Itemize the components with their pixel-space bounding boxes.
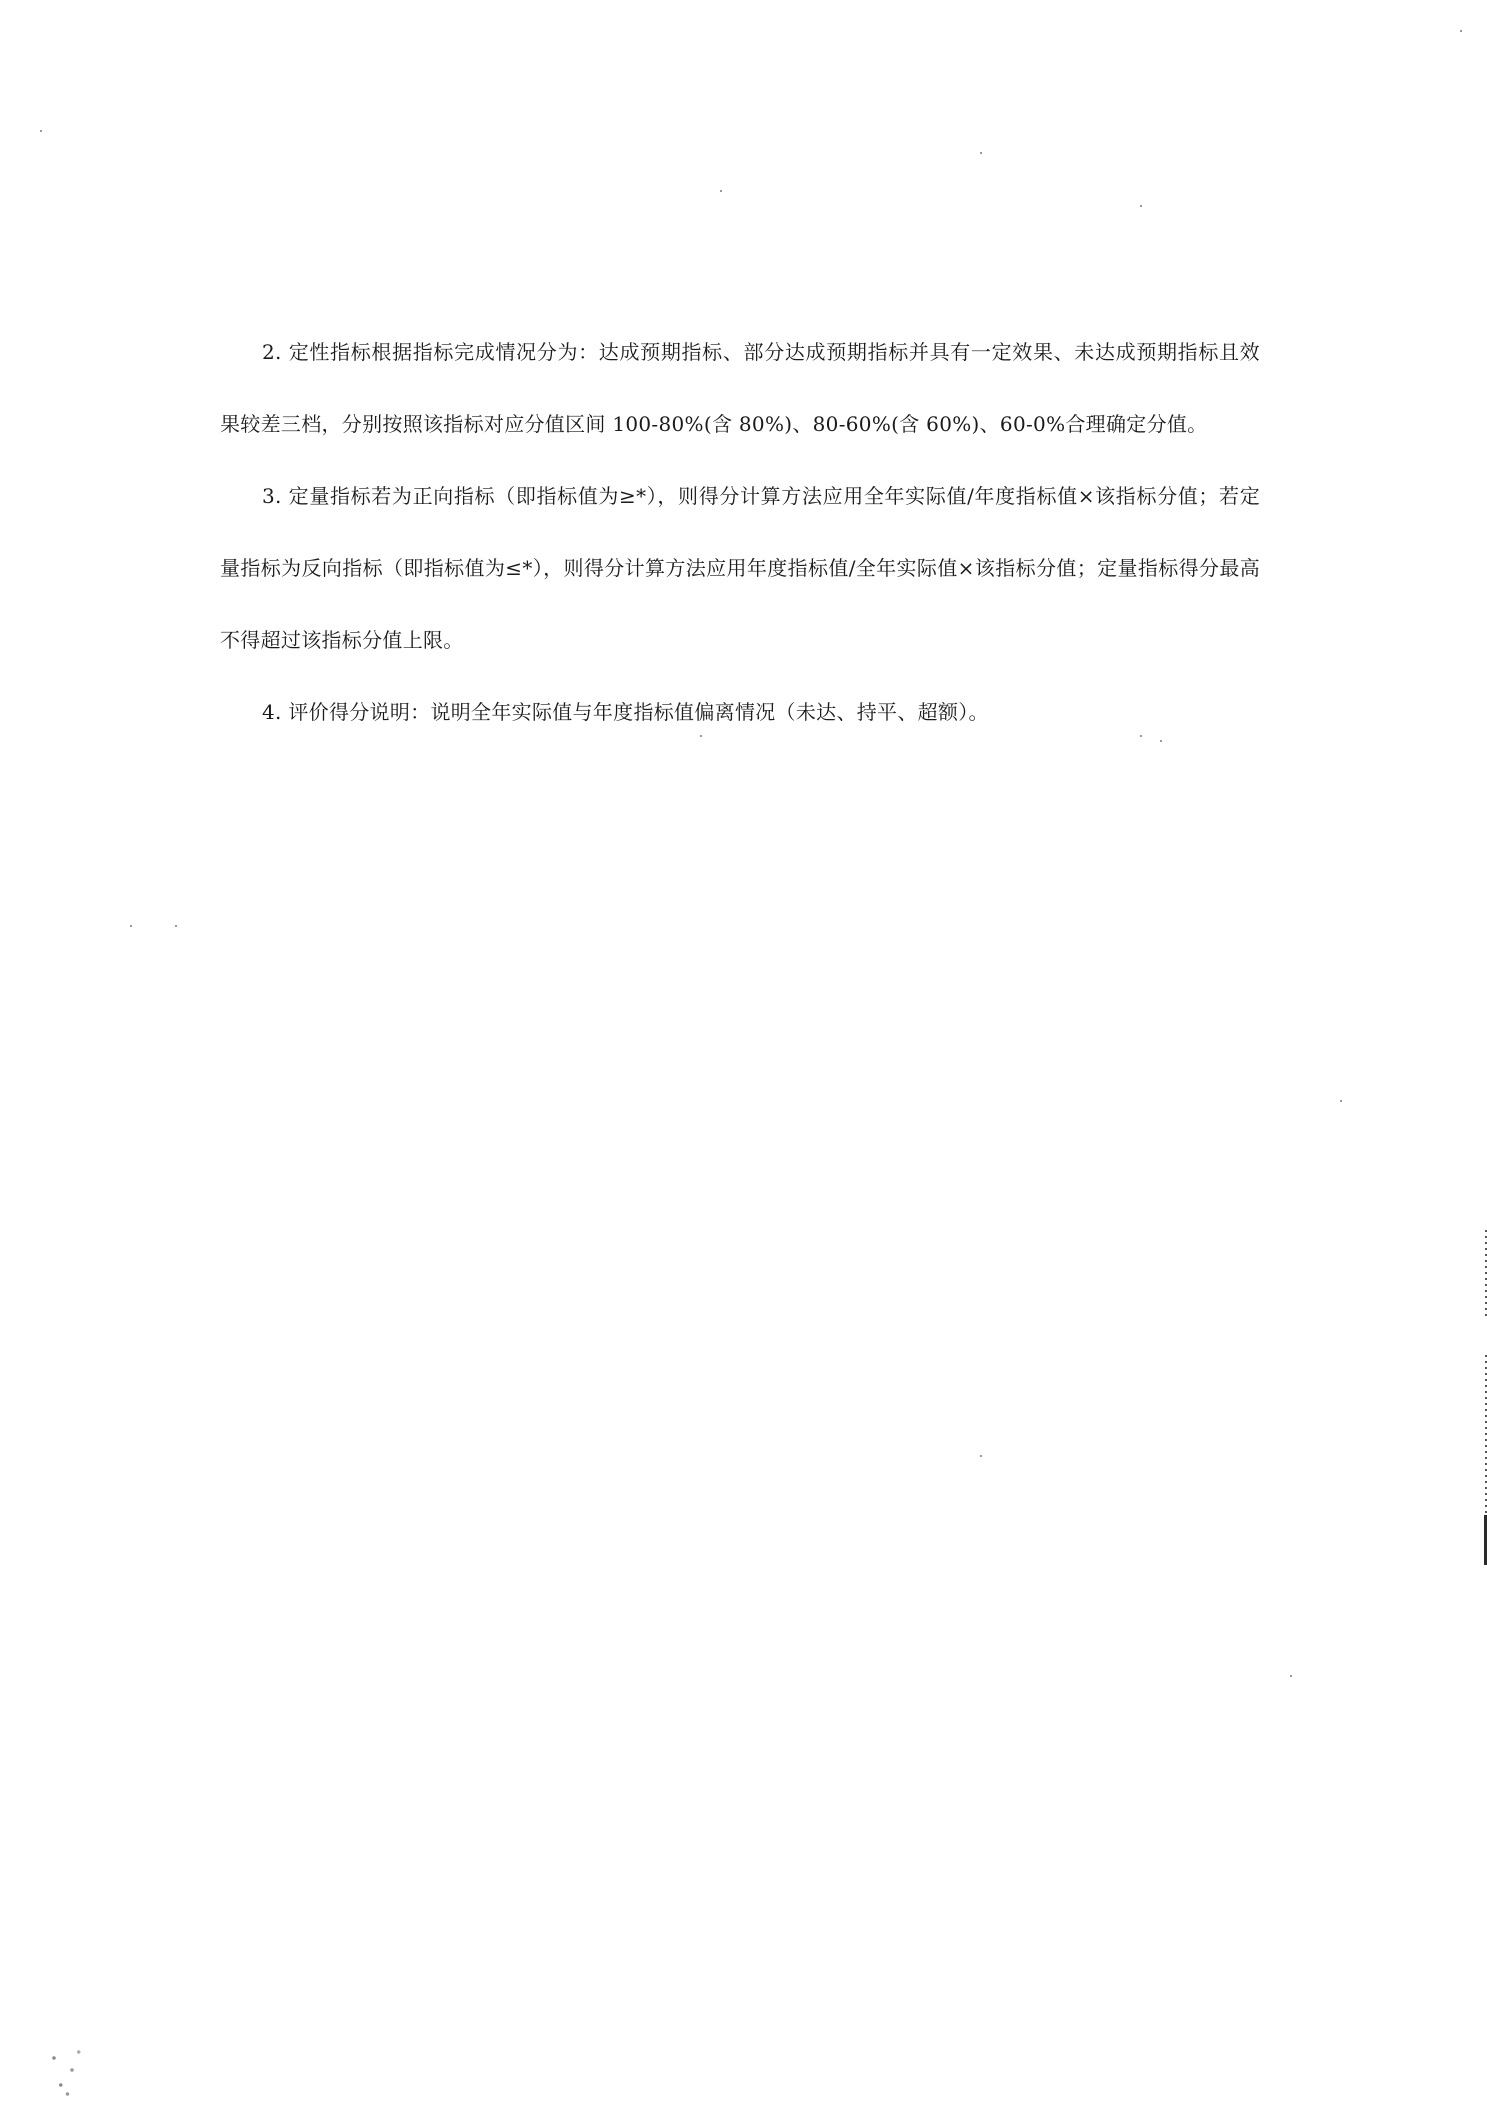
scan-speck xyxy=(40,130,42,132)
scan-speck xyxy=(130,925,132,927)
note-2-paragraph: 2. 定性指标根据指标完成情况分为：达成预期指标、部分达成预期指标并具有一定效果、未达成预期指标且效果较差三档，分别按照该指标对应分值区间 100-80%(含 80%)、80-60%(含 60%)、60-0%合理确定分值。 xyxy=(220,340,1260,436)
note-4-paragraph: 4. 评价得分说明：说明全年实际值与年度指标值偏离情况（未达、持平、超额）。 xyxy=(262,700,989,724)
scan-speck xyxy=(1140,205,1142,207)
scan-corner-noise xyxy=(45,2040,90,2100)
scan-speck xyxy=(1460,30,1462,32)
scan-speck xyxy=(1340,1100,1342,1102)
note-3-paragraph: 3. 定量指标若为正向指标（即指标值为≥*），则得分计算方法应用全年实际值/年度指标值×该指标分值；若定量指标为反向指标（即指标值为≤*），则得分计算方法应用年度指标值/全年实际值×该指标分值；定量指标得分最高不得超过该指标分值上限。 xyxy=(220,484,1260,652)
scan-speck xyxy=(980,152,982,154)
scan-speck xyxy=(700,735,702,737)
scan-speck xyxy=(1290,1675,1292,1677)
scan-speck xyxy=(720,190,722,192)
scan-speck xyxy=(980,1455,982,1457)
scan-speck xyxy=(175,925,177,927)
scan-speck xyxy=(1160,740,1162,742)
notes-section xyxy=(220,318,1260,748)
scan-speck xyxy=(1140,735,1142,737)
